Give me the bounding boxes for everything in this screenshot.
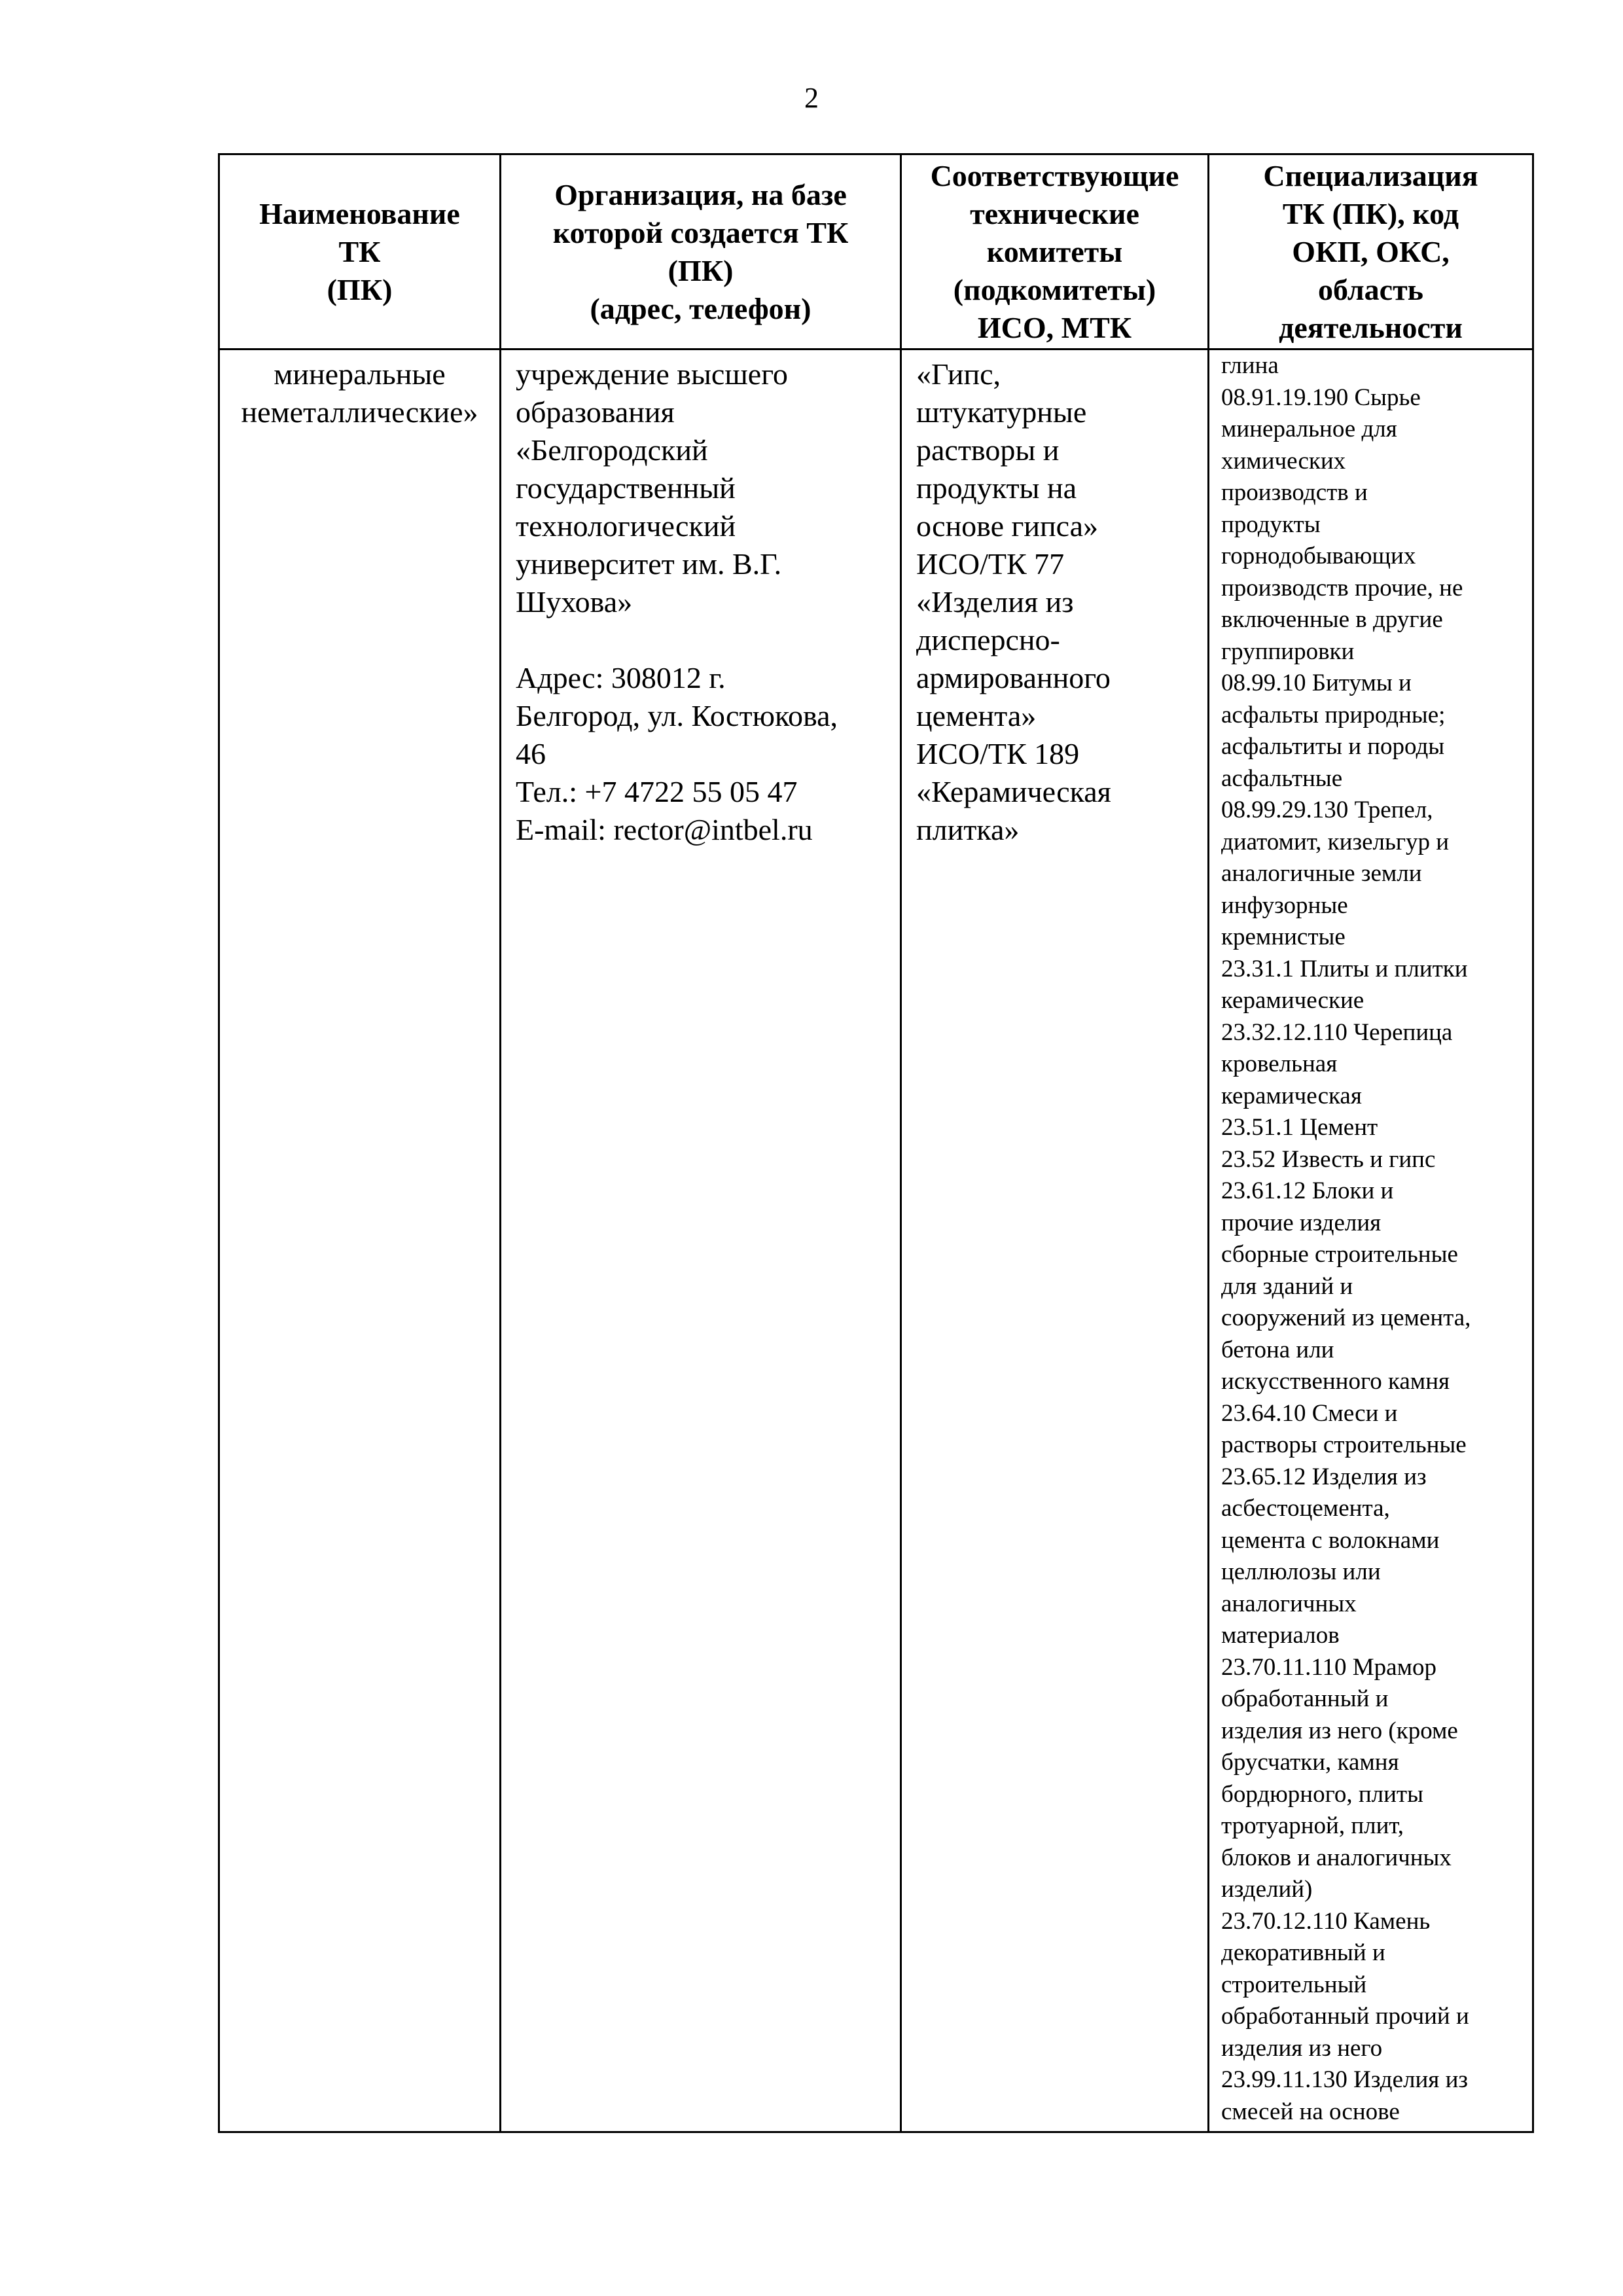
text-line: искусственного камня — [1221, 1368, 1450, 1395]
text-line: горнодобывающих — [1221, 543, 1416, 569]
text-line: обработанный прочий и — [1221, 2003, 1469, 2030]
text-line: производств прочие, не — [1221, 574, 1463, 601]
text-line: обработанный и — [1221, 1685, 1389, 1712]
text-line: прочие изделия — [1221, 1209, 1382, 1236]
text-line: ИСО/ТК 77 — [916, 547, 1065, 581]
text-line: сооружений из цемента, — [1221, 1304, 1471, 1331]
text-line: растворы строительные — [1221, 1431, 1467, 1458]
text-line: Соответствующие — [930, 158, 1179, 192]
text-line: включенные в другие — [1221, 606, 1443, 633]
text-line: изделий) — [1221, 1876, 1313, 1903]
text-line: «Белгородский — [516, 433, 708, 467]
cell-name — [219, 350, 501, 2132]
text-line: кремнистые — [1221, 924, 1346, 950]
text-line: образования — [516, 395, 675, 429]
text-line: минеральное для — [1221, 416, 1397, 442]
text-line: 23.31.1 Плиты и плитки — [1221, 955, 1468, 982]
text-line: (адрес, телефон) — [590, 291, 812, 325]
text-line: асфальтиты и породы — [1221, 733, 1445, 760]
text-line: бордюрного, плиты — [1221, 1780, 1423, 1808]
text-line: растворы и — [916, 433, 1060, 467]
text-line: ТК (ПК), код — [1282, 196, 1459, 230]
text-line: 23.65.12 Изделия из — [1221, 1463, 1427, 1490]
text-line: керамическая — [1221, 1082, 1362, 1109]
text-line: производств и — [1221, 479, 1368, 506]
text-line: цемента с волокнами — [1221, 1526, 1440, 1554]
text-line: керамические — [1221, 987, 1364, 1014]
text-line: деятельности — [1279, 310, 1463, 344]
text-line: армированного — [916, 661, 1111, 694]
text-line: основе гипса» — [916, 509, 1099, 543]
text-line: бетона или — [1221, 1336, 1334, 1363]
text-line: «Гипс, — [916, 357, 1001, 391]
text-line: минеральные — [274, 357, 446, 391]
cell-committees — [901, 350, 1209, 2132]
text-line: государственный — [516, 471, 736, 505]
text-line: изделия из него (кроме — [1221, 1717, 1458, 1744]
text-line: химических — [1221, 447, 1346, 475]
organization-phone: Тел.: +7 4722 55 05 47 — [516, 775, 798, 808]
text-line: 23.51.1 Цемент — [1221, 1114, 1378, 1141]
text-line: плитка» — [916, 813, 1020, 846]
text-line: аналогичных — [1221, 1590, 1357, 1617]
text-line: область — [1318, 272, 1423, 306]
text-line: диатомит, кизельгур и — [1221, 828, 1450, 855]
text-line: Шухова» — [516, 585, 633, 619]
text-line: смесей на основе — [1221, 2098, 1400, 2125]
text-line: ИСО, МТК — [977, 310, 1132, 344]
text-line: 23.99.11.130 Изделия из — [1221, 2066, 1468, 2093]
cell-specialization — [1209, 350, 1533, 2132]
text-line: технологический — [516, 509, 736, 543]
organization-address — [516, 659, 885, 773]
text-line: 08.99.10 Битумы и — [1221, 670, 1412, 696]
text-line: 08.99.29.130 Трепел, — [1221, 797, 1433, 823]
text-line: брусчатки, камня — [1221, 1749, 1399, 1776]
table-row — [219, 350, 1533, 2132]
text-line: 23.52 Известь и гипс — [1221, 1145, 1436, 1173]
text-line: блоков и аналогичных — [1221, 1844, 1452, 1871]
text-line: Наименование — [259, 196, 460, 230]
text-line: которой создается ТК — [552, 215, 849, 249]
header-organization — [501, 154, 901, 350]
text-line: «Изделия из — [916, 585, 1074, 619]
text-line: ОКП, ОКС, — [1292, 234, 1450, 268]
table-header-row — [219, 154, 1533, 350]
text-line: технические — [970, 196, 1139, 230]
text-line: сборные строительные — [1221, 1241, 1458, 1268]
text-line: для зданий и — [1221, 1272, 1353, 1300]
header-name — [219, 154, 501, 350]
text-line: строительный — [1221, 1971, 1367, 1998]
text-line: аналогичные земли — [1221, 860, 1422, 887]
text-line: асфальтные — [1221, 764, 1343, 792]
text-line: 08.91.19.190 Сырье — [1221, 384, 1421, 411]
text-line: 23.61.12 Блоки и — [1221, 1177, 1394, 1204]
text-line: (ПК) — [668, 253, 734, 287]
text-line: неметаллические» — [241, 395, 478, 429]
text-line: ТК — [338, 234, 381, 268]
header-committees — [901, 154, 1209, 350]
text-line: университет им. В.Г. — [516, 547, 782, 581]
header-specialization — [1209, 154, 1533, 350]
text-line: 23.70.12.110 Камень — [1221, 1907, 1431, 1935]
text-line: дисперсно- — [916, 623, 1060, 656]
text-line: 23.32.12.110 Черепица — [1221, 1018, 1453, 1046]
text-line: инфузорные — [1221, 891, 1348, 919]
cell-organization — [501, 350, 901, 2132]
text-line: Специализация — [1263, 158, 1478, 192]
text-line: «Керамическая — [916, 775, 1111, 808]
text-line: (ПК) — [327, 272, 393, 306]
text-line: Белгород, ул. Костюкова, — [516, 699, 838, 732]
text-line: продукты на — [916, 471, 1077, 505]
page-number: 2 — [804, 82, 819, 114]
text-line: группировки — [1221, 637, 1355, 665]
text-line: материалов — [1221, 1622, 1340, 1649]
text-line: Организация, на базе — [554, 177, 847, 211]
text-line: целлюлозы или — [1221, 1558, 1381, 1585]
text-line: тротуарной, плит, — [1221, 1812, 1404, 1839]
text-line: (подкомитеты) — [953, 272, 1156, 306]
text-line: штукатурные — [916, 395, 1087, 429]
text-line: 23.70.11.110 Мрамор — [1221, 1653, 1436, 1681]
text-line: декоративный и — [1221, 1939, 1385, 1966]
text-line: изделия из него — [1221, 2034, 1383, 2062]
text-line: асбестоцемента, — [1221, 1495, 1390, 1522]
text-line: Адрес: 308012 г. — [516, 661, 726, 694]
technical-committee-table — [218, 153, 1534, 2133]
text-line: глина — [1221, 352, 1279, 379]
text-line: комитеты — [986, 234, 1123, 268]
text-line: цемента» — [916, 699, 1037, 732]
organization-email: E-mail: rector@intbel.ru — [516, 813, 813, 846]
text-line: 23.64.10 Смеси и — [1221, 1399, 1398, 1427]
text-line: учреждение высшего — [516, 357, 788, 391]
text-line: ИСО/ТК 189 — [916, 737, 1080, 770]
organization-text — [516, 355, 885, 621]
text-line: 46 — [516, 737, 546, 770]
text-line: асфальты природные; — [1221, 701, 1446, 728]
text-line: кровельная — [1221, 1050, 1338, 1077]
text-line: продукты — [1221, 511, 1321, 538]
